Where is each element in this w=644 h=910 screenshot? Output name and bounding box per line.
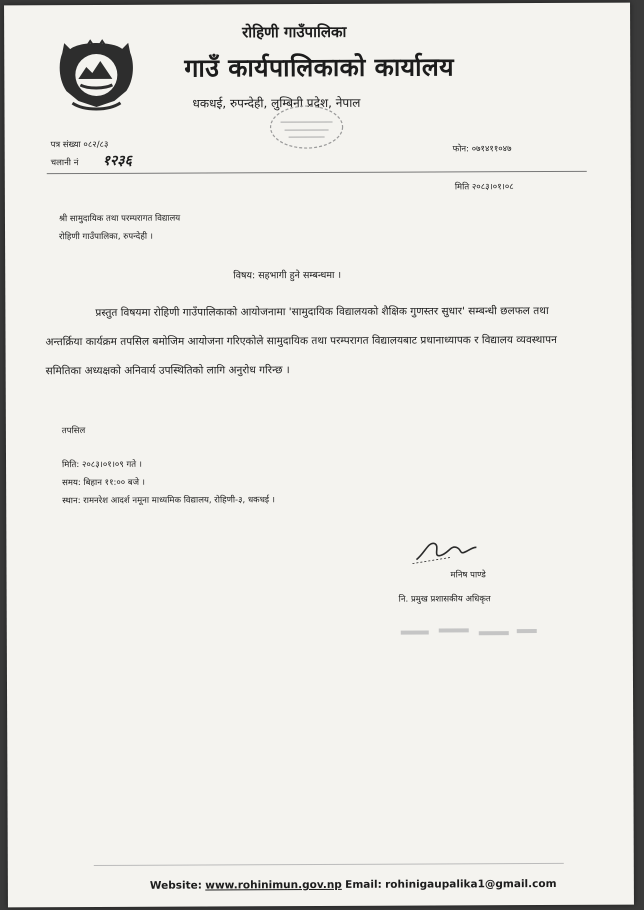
signatory-title: नि. प्रमुख प्रशासकीय अधिकृत: [398, 594, 491, 605]
office-title: गाउँ कार्यपालिकाको कार्यालय: [184, 52, 454, 83]
details-heading: तपसिल: [61, 426, 86, 437]
event-date: मिति: २०८३।०१।०९ गते ।: [62, 459, 143, 471]
footer: [150, 878, 557, 892]
letter-page: [4, 3, 634, 908]
event-time: समय: बिहान ११:०० बजे ।: [62, 477, 146, 489]
faded-stamp-text: [399, 625, 539, 643]
nepal-emblem-icon: [56, 39, 136, 113]
footer-divider: [94, 863, 564, 866]
municipality-name: रोहिणी गाउँपालिका: [242, 22, 347, 42]
signatory-name: मनिष पाण्डे: [450, 570, 486, 581]
phone-number: फोन: ०७१४११०४७: [452, 144, 512, 155]
letter-number: पत्र संख्या ०८२/८३: [50, 139, 109, 151]
letter-date: मिति २०८३।०१।०८: [454, 182, 514, 193]
dispatch-number: १२३६: [102, 152, 132, 169]
website-link[interactable]: www.rohinimun.gov.np: [205, 878, 342, 892]
recipient-line-2: रोहिणी गाउँपालिका, रुपन्देही ।: [59, 231, 153, 243]
recipient-line-1: श्री सामुदायिक तथा परम्परागत विद्यालय: [58, 213, 181, 225]
dispatch-label: चलानी नं: [50, 158, 79, 169]
letter-body: प्रस्तुत विषयमा रोहिणी गाउँपालिकाको आयोजनामा 'सामुदायिक विद्यालयको शैक्षिक गुणस्तर सुधार' सम्बन्धी छलफल तथा अन्तर्क्रिया कार्यक्रम तपसिल बमोजिम आयोजना गरिएकोले सामुदायिक तथा परम्परागत विद्यालयबाट प्रधानाध्यापक र विद्यालय व्यवस्थापन समितिका अध्यक्षको अनिवार्य उपस्थितिको लागि अनुरोध गरिन्छ ।: [45, 304, 557, 378]
website-label: Website:: [149, 879, 202, 892]
signature-icon: [410, 535, 480, 565]
email-link[interactable]: rohinigaupalika1@gmail.com: [385, 877, 557, 891]
office-address: धकधई, रुपन्देही, लुम्बिनी प्रदेश, नेपाल: [192, 95, 361, 111]
subject-line: विषय: सहभागी हुने सम्बन्धमा ।: [233, 269, 342, 282]
header-divider: [47, 171, 587, 174]
email-label: Email:: [345, 878, 382, 891]
event-venue: स्थान: रामनरेश आदर्श नमूना माध्यमिक विद्यालय, रोहिणी-३, धकधई ।: [62, 495, 276, 507]
office-stamp-icon: [266, 102, 346, 152]
